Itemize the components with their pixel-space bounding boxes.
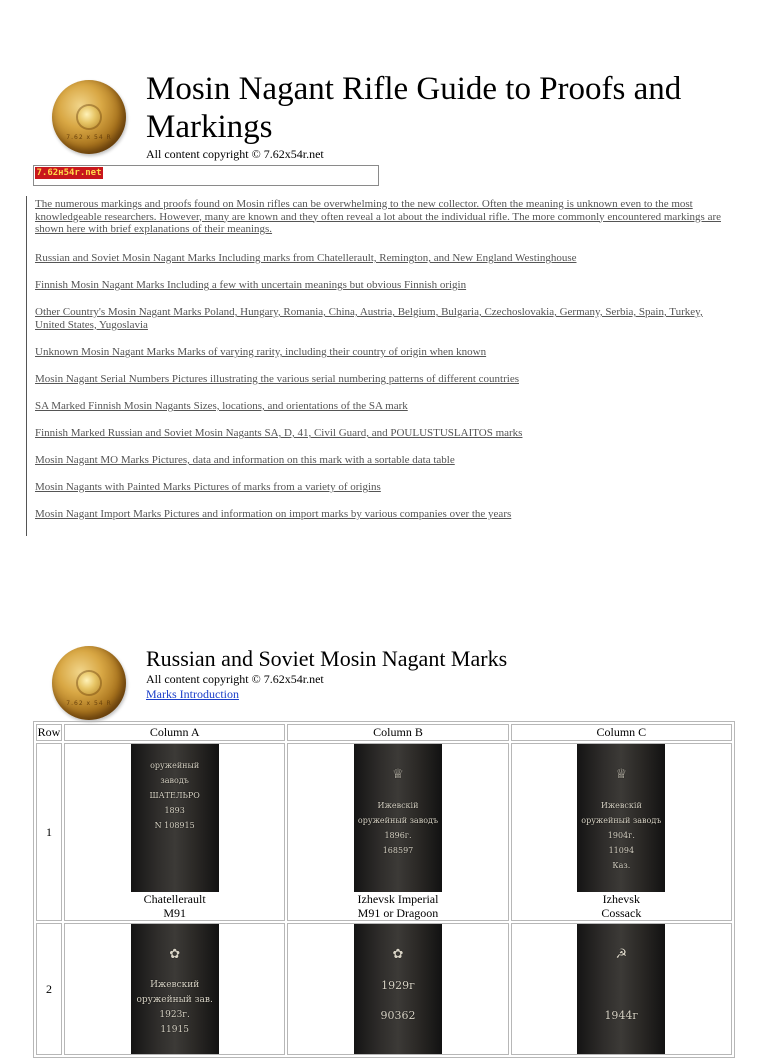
receiver-photo[interactable] bbox=[577, 924, 665, 1054]
mark-cell bbox=[64, 743, 285, 921]
section-link-other-countries[interactable]: Other Country's Mosin Nagant Marks Poland, Hungary, Romania, China, Austria, Belgium, Bulgaria, Czechoslovakia, Germany, Serbia, Spain, Turkey, United States, Yugoslavia bbox=[35, 306, 703, 331]
section-link-import-marks[interactable]: Mosin Nagant Import Marks Pictures and information on import marks by various companies over the years bbox=[35, 508, 512, 520]
header-row: Row bbox=[37, 725, 61, 739]
row-number: 2 bbox=[36, 923, 62, 1055]
receiver-photo[interactable] bbox=[131, 744, 219, 892]
section-link-finnish-marked[interactable]: Finnish Marked Russian and Soviet Mosin Nagants SA, D, 41, Civil Guard, and POULUSTUSLAITOS marks bbox=[35, 427, 523, 439]
section-link-finnish[interactable]: Finnish Mosin Nagant Marks Including a few with uncertain meanings but obvious Finnish origin bbox=[35, 279, 467, 291]
stamp-text: Ижевскiй оружейный заводъ 1904г. 11094 Каз. bbox=[581, 801, 662, 870]
mark-cell bbox=[511, 743, 732, 921]
receiver-photo[interactable] bbox=[131, 924, 219, 1054]
caption-line-1: Izhevsk Imperial bbox=[357, 892, 439, 906]
stamp-text: 1944г bbox=[604, 1009, 639, 1022]
header-column-c: Column C bbox=[511, 724, 732, 741]
section-title: Russian and Soviet Mosin Nagant Marks bbox=[146, 646, 508, 671]
section-link-serial-numbers[interactable]: Mosin Nagant Serial Numbers Pictures illustrating the various serial numbering patterns of different countries bbox=[35, 373, 519, 385]
receiver-photo[interactable] bbox=[354, 924, 442, 1054]
crown-icon: ♕ bbox=[615, 767, 628, 782]
receiver-photo[interactable] bbox=[577, 744, 665, 892]
section-link-russian-soviet[interactable]: Russian and Soviet Mosin Nagant Marks Including marks from Chatellerault, Remington, and New England Westinghouse bbox=[35, 252, 577, 264]
logo-stamp: 7.62 x 54 R bbox=[66, 134, 112, 141]
caption-line-2: M91 or Dragoon bbox=[357, 906, 439, 920]
section-link-mo-marks[interactable]: Mosin Nagant MO Marks Pictures, data and information on this mark with a sortable data table bbox=[35, 454, 455, 466]
soviet-wreath-icon: ✿ bbox=[169, 947, 181, 962]
primer-icon bbox=[78, 106, 100, 128]
table-header-row bbox=[36, 724, 732, 741]
stamp-text: оружейный заводъ ШАТЕЛЬРО 1893 N 108915 bbox=[149, 761, 200, 830]
left-rule bbox=[26, 196, 27, 536]
header-column-b: Column B bbox=[287, 724, 508, 741]
marks-introduction-link[interactable]: Marks Introduction bbox=[146, 687, 239, 701]
caption-line-1: Izhevsk bbox=[602, 892, 640, 906]
table-row bbox=[36, 743, 732, 921]
mark-cell bbox=[287, 743, 508, 921]
section-copyright: All content copyright © 7.62x54r.net bbox=[146, 672, 324, 686]
mark-cell bbox=[287, 923, 508, 1055]
caption-line-2: M91 bbox=[163, 906, 186, 920]
caption-line-1: Chatellerault bbox=[143, 892, 206, 906]
site-banner[interactable]: 7.62н54r.net bbox=[36, 168, 102, 178]
section-link-unknown[interactable]: Unknown Mosin Nagant Marks Marks of varying rarity, including their country of origin when known bbox=[35, 346, 487, 358]
page-title: Mosin Nagant Rifle Guide to Proofs and Markings bbox=[146, 71, 682, 145]
stamp-text: 1929г 90362 bbox=[380, 979, 416, 1022]
header-column-a: Column A bbox=[64, 724, 285, 741]
crown-icon: ♕ bbox=[392, 767, 404, 782]
intro-link[interactable]: The numerous markings and proofs found on Mosin rifles can be overwhelming to the new collector. Often the meaning is unknown even to the most knowledgeable researchers. However, many are known and they often reveal a lot about the individual rifle. The more commonly encountered markings are shown here with brief explanations of their meanings. bbox=[35, 198, 721, 235]
copyright-text: All content copyright © 7.62x54r.net bbox=[146, 147, 324, 161]
section-link-painted-marks[interactable]: Mosin Nagants with Painted Marks Pictures of marks from a variety of origins bbox=[35, 481, 381, 493]
mark-cell bbox=[64, 923, 285, 1055]
stamp-text: Ижевскiй оружейный заводъ 1896г. 168597 bbox=[357, 801, 439, 855]
row-number: 1 bbox=[36, 743, 62, 921]
mark-cell bbox=[511, 923, 732, 1055]
stamp-text: Ижевский оружейный зав. 1923г. 11915 bbox=[136, 980, 213, 1035]
primer-icon bbox=[78, 672, 100, 694]
receiver-photo[interactable] bbox=[354, 744, 442, 892]
section-link-sa-marked[interactable]: SA Marked Finnish Mosin Nagants Sizes, locations, and orientations of the SA mark bbox=[35, 400, 408, 412]
table-row bbox=[36, 923, 732, 1055]
caption-line-2: Cossack bbox=[601, 906, 642, 920]
cartridge-logo bbox=[52, 80, 126, 154]
marks-table bbox=[33, 721, 735, 1058]
soviet-wreath-icon: ✿ bbox=[392, 947, 404, 962]
cartridge-logo-2 bbox=[52, 646, 126, 720]
hammer-sickle-icon: ☭ bbox=[615, 947, 628, 962]
logo-stamp: 7.62 x 54 R bbox=[66, 700, 112, 707]
